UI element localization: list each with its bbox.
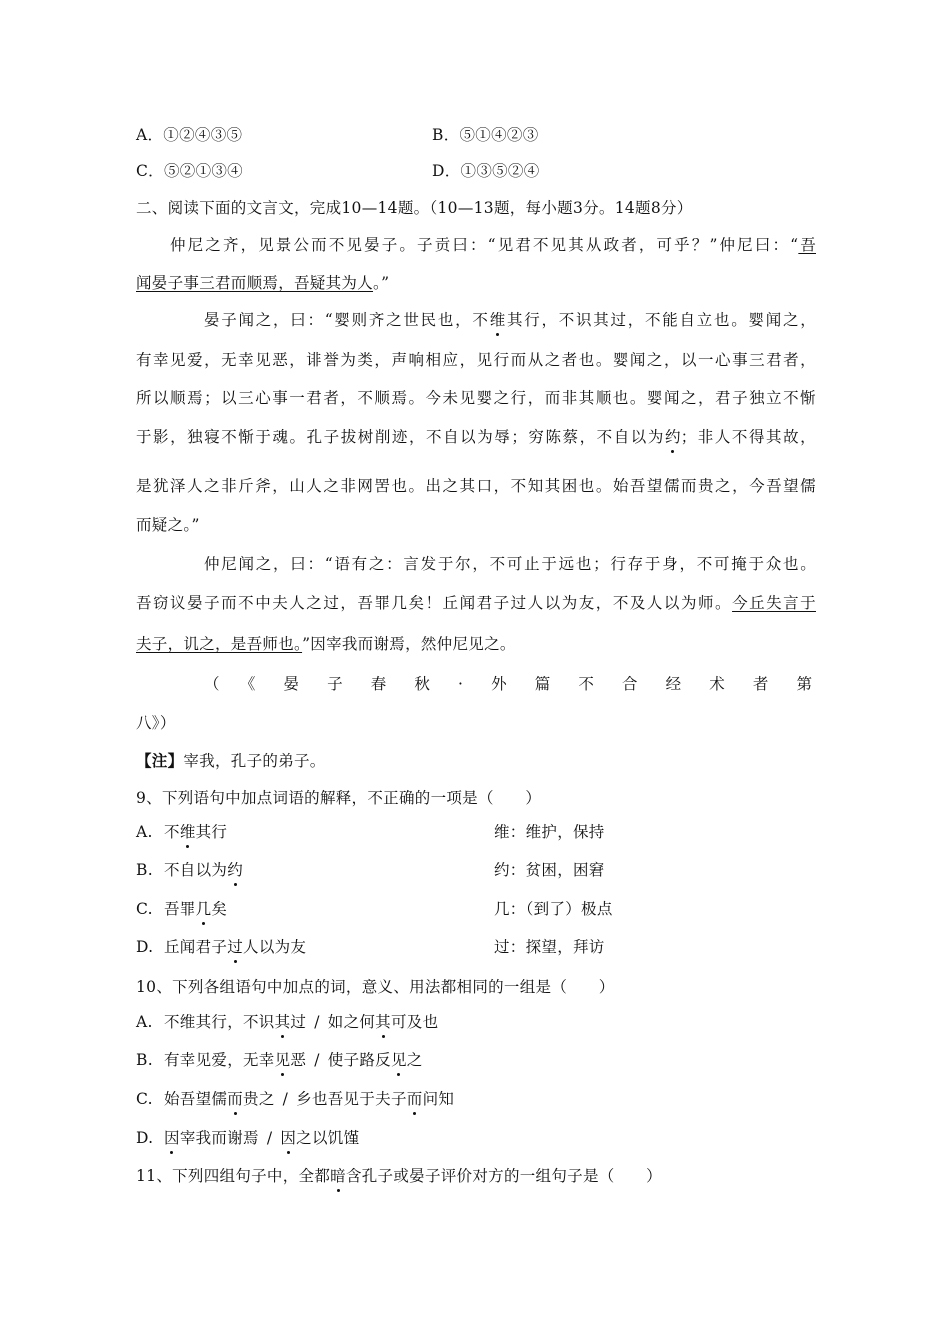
option-text: 矣 xyxy=(211,900,228,918)
option-text: 吾罪 xyxy=(164,900,196,918)
question-9-option-a[interactable] xyxy=(136,821,816,843)
passage-p3-line-3 xyxy=(136,633,816,655)
option-text: 使子路反 xyxy=(327,1051,391,1069)
option-label: D. xyxy=(136,938,154,956)
option-label: A. xyxy=(136,823,153,841)
passage-text: ”因宰我而谢焉，然仲尼见之。 xyxy=(302,635,516,653)
option-b-label: B． xyxy=(432,126,460,144)
dotted-word: 过 xyxy=(227,938,244,956)
option-text: 宰我而谢焉 xyxy=(179,1129,259,1147)
passage-p2-line-3: 所以顺焉；以三心事一君者，不顺焉。今未见婴之行，而非其顺也。婴闻之，君子独立不惭 xyxy=(136,389,816,407)
option-gloss: 约：贫困，困窘 xyxy=(494,861,605,879)
option-label: C. xyxy=(136,900,153,918)
option-text: 之以饥馑 xyxy=(296,1129,360,1147)
dotted-word: 其 xyxy=(274,1013,291,1031)
question-9-option-b[interactable] xyxy=(136,859,816,881)
underlined-text: 今丘失言于 xyxy=(732,594,816,612)
option-label: B. xyxy=(136,861,153,879)
passage-p1-line-1 xyxy=(170,234,816,256)
option-text: 不维其行，不识 xyxy=(164,1013,275,1031)
order-options-row-1 xyxy=(136,124,816,146)
passage-p2-line-6: 而疑之。” xyxy=(136,516,200,534)
passage-text: ；非人不得其故， xyxy=(680,428,816,446)
option-label: C. xyxy=(136,1090,153,1108)
dotted-word: 见 xyxy=(390,1051,407,1069)
option-text: 可及也 xyxy=(390,1013,439,1031)
option-c-value: ⑤②①③④ xyxy=(163,162,243,180)
option-label: A. xyxy=(136,1013,153,1031)
dotted-word: 其 xyxy=(375,1013,391,1031)
stem-text: 11、下列四组句子中，全都 xyxy=(136,1167,331,1185)
option-text: 始吾望儒 xyxy=(164,1090,228,1108)
passage-p2-line-4 xyxy=(136,426,816,448)
passage-p2-line-5: 是犹泽人之非斤斧，山人之非网罟也。出之其口，不知其困也。始吾望儒而贵之，今吾望儒 xyxy=(136,477,816,495)
question-9-stem: 9、下列语句中加点词语的解释，不正确的一项是（ ） xyxy=(136,789,542,807)
option-gloss: 几：（到了）极点 xyxy=(494,900,613,918)
option-text: 有幸见爱，无幸 xyxy=(164,1051,275,1069)
dotted-word: 而 xyxy=(406,1090,423,1108)
option-label: D. xyxy=(136,1129,154,1147)
option-text: 贵之 xyxy=(243,1090,275,1108)
option-text: 不 xyxy=(164,823,180,841)
passage-text: 仲尼之齐，见景公而不见晏子。子贡曰：“见君不见其从政者，可乎？”仲尼曰：“ xyxy=(170,236,799,254)
option-a-label: A． xyxy=(136,126,164,144)
dotted-word: 几 xyxy=(195,900,212,918)
option-text: 人以为友 xyxy=(243,938,307,956)
question-10-option-a[interactable] xyxy=(136,1011,816,1033)
passage-p3-line-2 xyxy=(136,592,816,614)
passage-text: 。” xyxy=(373,274,390,292)
passage-p2-line-2: 有幸见爱，无幸见恶，诽誉为类，声响相应，见行而从之者也。婴闻之，以一心事三君者， xyxy=(136,351,816,369)
option-text: 恶 xyxy=(290,1051,307,1069)
dotted-word: 因 xyxy=(280,1129,297,1147)
source-citation: （《晏子春秋·外篇不合经术者第 xyxy=(204,675,816,693)
option-gloss: 维：维护，保持 xyxy=(494,823,605,841)
option-label: B. xyxy=(136,1051,153,1069)
slash-separator: / xyxy=(314,1051,320,1069)
option-text: 不自以为 xyxy=(164,861,228,879)
dotted-word: 约 xyxy=(664,428,681,446)
underlined-text: 夫子，讥之，是吾师也。 xyxy=(136,635,303,653)
stem-text: 含孔子或晏子评价对方的一组句子是（ ） xyxy=(345,1167,662,1185)
option-d-value: ①③⑤②④ xyxy=(460,162,540,180)
passage-text: 于影，独寝不惭于魂。孔子拔树削迹，不自以为辱；穷陈蔡，不自以为 xyxy=(136,428,665,446)
passage-text: 其行，不识其过，不能自立也。婴闻之， xyxy=(505,311,817,329)
question-10-option-d[interactable] xyxy=(136,1127,816,1149)
underlined-text: 吾 xyxy=(798,236,816,254)
slash-separator: / xyxy=(282,1090,289,1108)
order-options-row-2 xyxy=(136,160,816,182)
dotted-word: 暗 xyxy=(330,1167,346,1185)
question-10-option-c[interactable] xyxy=(136,1088,816,1110)
option-text: 丘闻君子 xyxy=(164,938,228,956)
note xyxy=(136,750,816,772)
note-tag: 【注】 xyxy=(136,751,184,770)
option-text: 其行 xyxy=(195,823,228,841)
question-9-option-d[interactable] xyxy=(136,936,816,958)
option-text: 乡也吾见于夫子 xyxy=(296,1090,407,1108)
underlined-text: 闻晏子事三君而顺焉，吾疑其为人 xyxy=(136,274,374,292)
dotted-word: 而 xyxy=(227,1090,244,1108)
question-11-stem xyxy=(136,1165,816,1187)
option-text: 之 xyxy=(406,1051,423,1069)
option-a-value: ①②④③⑤ xyxy=(163,126,243,144)
dotted-word: 维 xyxy=(489,311,506,329)
passage-p3-line-1: 仲尼闻之，曰：“语有之：言发于尔，不可止于远也；行存于身，不可掩于众也。 xyxy=(204,555,816,573)
option-c-label: C． xyxy=(136,162,164,180)
dotted-word: 因 xyxy=(164,1129,180,1147)
passage-p2-line-1 xyxy=(204,309,816,331)
passage-p1-line-2 xyxy=(136,272,816,294)
option-b-value: ⑤①④②③ xyxy=(459,126,539,144)
source-citation-end: 八》） xyxy=(136,714,176,732)
section-heading: 二、阅读下面的文言文，完成10—14题。（10—13题，每小题3分。14题8分） xyxy=(136,199,693,217)
option-text: 过 xyxy=(290,1013,307,1031)
passage-text: 吾窃议晏子而不中夫人之过，吾罪几矣！丘闻君子过人以为友，不及人以为师。 xyxy=(136,594,733,612)
option-gloss: 过：探望，拜访 xyxy=(494,938,605,956)
option-text: 如之何 xyxy=(327,1013,376,1031)
option-d-label: D． xyxy=(432,162,461,180)
slash-separator: / xyxy=(314,1013,320,1031)
note-text: 宰我，孔子的弟子。 xyxy=(183,752,326,770)
question-9-option-c[interactable] xyxy=(136,898,816,920)
dotted-word: 维 xyxy=(179,823,196,841)
slash-separator: / xyxy=(266,1129,273,1147)
question-10-option-b[interactable] xyxy=(136,1049,816,1071)
option-text: 问知 xyxy=(422,1090,455,1108)
dotted-word: 约 xyxy=(227,861,244,879)
passage-text: 晏子闻之，曰：“婴则齐之世民也，不 xyxy=(204,311,490,329)
dotted-word: 见 xyxy=(274,1051,291,1069)
question-10-stem: 10、下列各组语句中加点的词，意义、用法都相同的一组是（ ） xyxy=(136,978,615,996)
